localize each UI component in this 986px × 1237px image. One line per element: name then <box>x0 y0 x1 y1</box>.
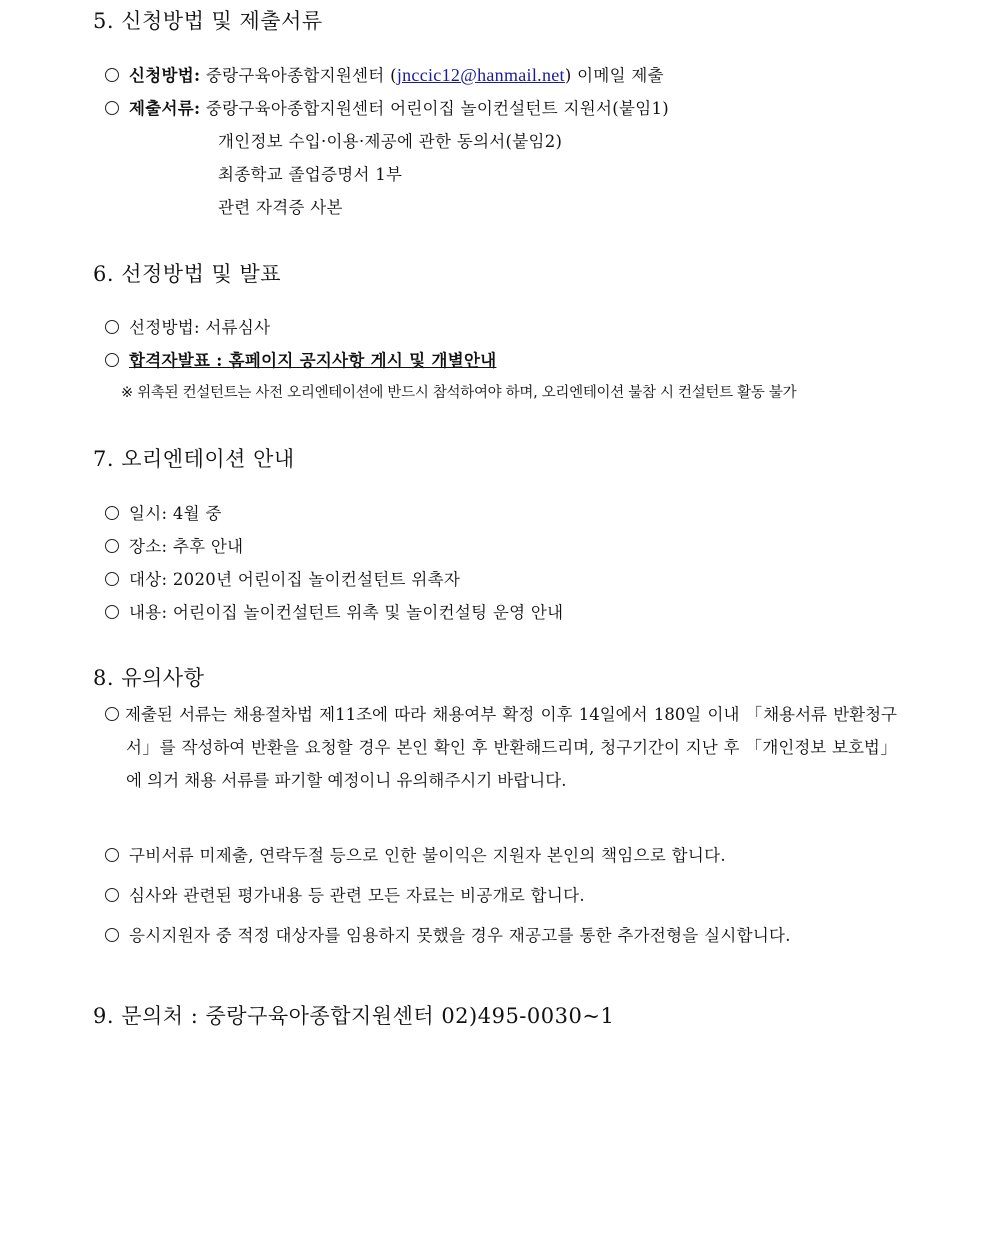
submission-docs-label: 제출서류: <box>129 99 201 118</box>
application-method-line <box>105 62 664 86</box>
notice-item-3 <box>105 882 585 906</box>
notice-item-4 <box>105 922 791 946</box>
orientation-item <box>105 599 563 623</box>
orientation-item <box>105 566 460 590</box>
notice-item-1 <box>105 698 897 797</box>
section-5-title: 5. 신청방법 및 제출서류 <box>93 9 323 33</box>
selection-method-text: 선정방법: 서류심사 <box>129 318 271 337</box>
circle-bullet-icon <box>105 101 119 115</box>
section-6-title: 6. 선정방법 및 발표 <box>93 262 282 286</box>
circle-bullet-icon <box>105 539 119 553</box>
circle-bullet-icon <box>105 707 119 721</box>
submission-doc-2: 개인정보 수입·이용·제공에 관한 동의서(붙임2) <box>218 132 563 151</box>
announcement-text: 합격자발표 : 홈페이지 공지사항 게시 및 개별안내 <box>129 351 497 370</box>
circle-bullet-icon <box>105 605 119 619</box>
notice-text: 심사와 관련된 평가내용 등 관련 모든 자료는 비공개로 합니다. <box>129 886 585 905</box>
section-7-title: 7. 오리엔테이션 안내 <box>93 447 295 471</box>
circle-bullet-icon <box>105 68 119 82</box>
circle-bullet-icon <box>105 506 119 520</box>
orientation-item <box>105 533 243 557</box>
email-link[interactable]: jnccic12@hanmail.net <box>396 65 565 85</box>
submission-docs-line <box>105 95 669 119</box>
circle-bullet-icon <box>105 848 119 862</box>
application-method-label: 신청방법: <box>129 66 201 85</box>
notice-text: 구비서류 미제출, 연락두절 등으로 인한 불이익은 지원자 본인의 책임으로 합니다. <box>129 846 726 865</box>
notice-text: 제출된 서류는 채용절차법 제11조에 따라 채용여부 확정 이후 14일에서 180일 이내 「채용서류 반환청구서」를 작성하여 반환을 요청할 경우 본인 확인 후 반환해드리며, 청구기간이 지난 후 「개인정보 보호법」에 의거 채용 서류를 파기할 예정이니 유의해주시기 바랍니다. <box>125 705 897 790</box>
circle-bullet-icon <box>105 928 119 942</box>
orientation-content: 내용: 어린이집 놀이컨설턴트 위촉 및 놀이컨설팅 운영 안내 <box>129 603 564 622</box>
orientation-place: 장소: 추후 안내 <box>129 537 244 556</box>
announcement-line <box>105 347 496 371</box>
submission-doc-3: 최종학교 졸업증명서 1부 <box>218 165 403 184</box>
section-8-title: 8. 유의사항 <box>93 666 205 690</box>
notice-text: 응시지원자 중 적정 대상자를 임용하지 못했을 경우 재공고를 통한 추가전형을 실시합니다. <box>129 926 791 945</box>
orientation-target: 대상: 2020년 어린이집 놀이컨설턴트 위촉자 <box>129 570 461 589</box>
circle-bullet-icon <box>105 320 119 334</box>
selection-method-line <box>105 314 270 338</box>
circle-bullet-icon <box>105 888 119 902</box>
section-9-contact: 9. 문의처 : 중랑구육아종합지원센터 02)495-0030~1 <box>93 1004 615 1028</box>
application-method-text-end: ) 이메일 제출 <box>564 66 664 85</box>
circle-bullet-icon <box>105 572 119 586</box>
orientation-date: 일시: 4월 중 <box>129 504 222 523</box>
submission-doc-4: 관련 자격증 사본 <box>218 198 343 217</box>
orientation-item <box>105 500 222 524</box>
application-method-text: 중랑구육아종합지원센터 ( <box>205 66 397 85</box>
orientation-note: ※ 위촉된 컨설턴트는 사전 오리엔테이션에 반드시 참석하여야 하며, 오리엔테이션 불참 시 컨설턴트 활동 불가 <box>121 385 797 401</box>
notice-item-2 <box>105 842 726 866</box>
circle-bullet-icon <box>105 353 119 367</box>
submission-doc-1: 중랑구육아종합지원센터 어린이집 놀이컨설턴트 지원서(붙임1) <box>205 99 670 118</box>
